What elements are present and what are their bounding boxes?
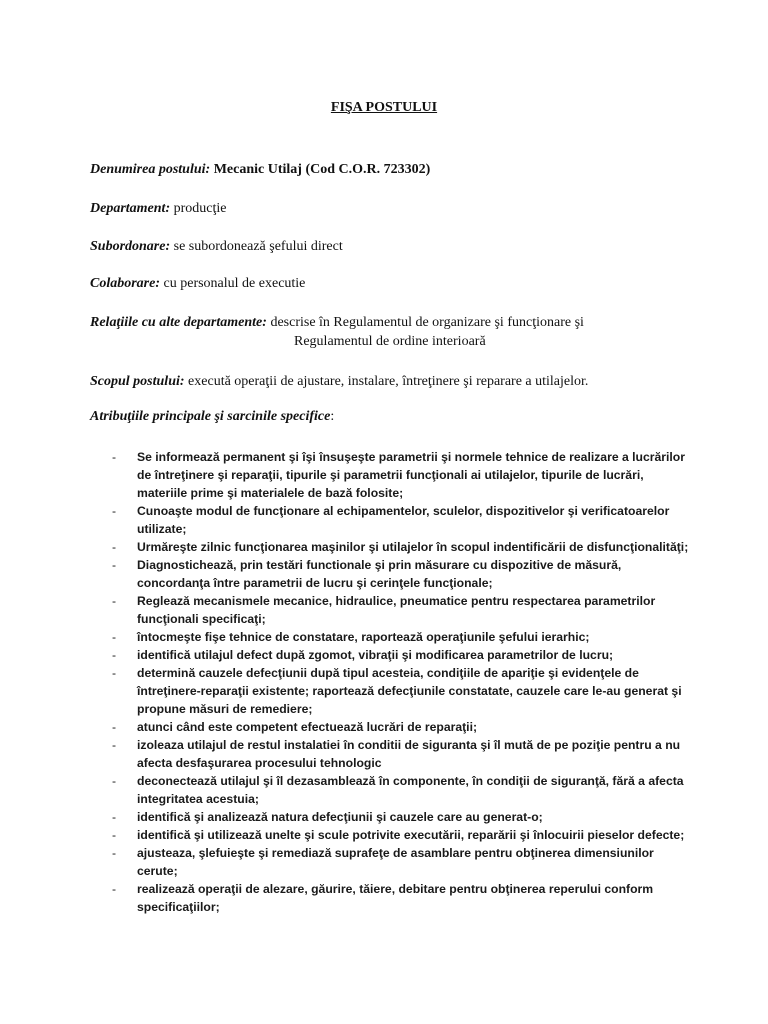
field-value: se subordonează şefului direct — [173, 239, 343, 254]
field-label: Relaţiile cu alte departamente — [90, 315, 263, 330]
field-label: Subordonare — [90, 239, 166, 254]
field-value: execută operaţii de ajustare, instalare, întreţinere şi reparare a utilajelor. — [188, 374, 589, 389]
field-value: Mecanic Utilaj (Cod C.O.R. 723302) — [213, 162, 431, 177]
field-label: Denumirea postului — [90, 162, 206, 177]
field-denumire — [90, 162, 430, 178]
field-value: descrise în Regulamentul de organizare şi funcţionare şi — [270, 315, 584, 330]
list-item: - Reglează mecanismele mecanice, hidraulice, pneumatice pentru respectarea parametrilor funcţionali specificaţi; — [112, 592, 692, 628]
list-item: - ajusteaza, şlefuieşte şi remediază suprafeţe de asamblare pentru obţinerea dimensiunilor cerute; — [112, 844, 692, 880]
list-item: - Diagnostichează, prin testări functionale şi prin măsurare cu dispozitive de măsură, concordanţa între parametrii de lucru şi cerinţele funcţionale; — [112, 556, 692, 592]
field-label: Atribuţiile principale şi sarcinile specifice — [90, 409, 331, 424]
duties-list — [112, 448, 692, 916]
document-title: FIŞA POSTULUI — [330, 100, 438, 115]
field-value: producţie — [173, 201, 227, 216]
field-relatii — [90, 315, 584, 331]
colon: : — [165, 239, 171, 254]
colon: : — [205, 162, 211, 177]
list-item: - atunci când este competent efectuează lucrări de reparaţii; — [112, 718, 692, 736]
colon: : — [262, 315, 267, 330]
colon: : — [179, 374, 185, 389]
field-relatii-continuation: Regulamentul de ordine interioară — [294, 334, 486, 349]
list-item: - determină cauzele defecţiunii după tipul acesteia, condiţiile de apariţie şi evidenţele de întreţinere-reparaţii existente; raportează defecţiunile constatate, cauzele care le-au generat şi propune măsuri de remediere; — [112, 664, 692, 718]
field-atributii — [90, 409, 334, 425]
field-departament — [90, 201, 227, 217]
list-item: - Cunoaşte modul de funcţionare al echipamentelor, sculelor, dispozitivelor şi verificatoarelor utilizate; — [112, 502, 692, 538]
list-item: - identifică şi analizează natura defecţiunii şi cauzele care au generat-o; — [112, 808, 692, 826]
list-item: - identifică şi utilizează unelte şi scule potrivite executării, reparării şi înlocuirii pieselor defecte; — [112, 826, 692, 844]
field-label: Colaborare — [90, 276, 156, 291]
list-item: - realizează operaţii de alezare, găurire, tăiere, debitare pentru obţinerea reperului conform specificaţiilor; — [112, 880, 692, 916]
field-value: cu personalul de executie — [163, 276, 306, 291]
list-item: - Urmăreşte zilnic funcţionarea maşinilor şi utilajelor în scopul indentificării de disfuncţionalităţi; — [112, 538, 692, 556]
colon: : — [155, 276, 161, 291]
list-item: - deconectează utilajul şi îl dezasamblează în componente, în condiţii de siguranţă, fără a afecta integritatea acestuia; — [112, 772, 692, 808]
list-item: - Se informează permanent şi îşi însuşeşte parametrii şi normele tehnice de realizare a lucrărilor de întreţinere şi reparaţii, tipurile şi parametrii funcţionali ai utilajelor, tipurile de lucrări, materiile prime şi materialele de bază folosite; — [112, 448, 692, 502]
field-scop — [90, 374, 588, 390]
field-colaborare — [90, 276, 305, 292]
field-subordonare — [90, 239, 343, 255]
field-label: Scopul postului — [90, 374, 180, 389]
colon: : — [330, 409, 335, 424]
field-label: Departament — [90, 201, 166, 216]
list-item: - identifică utilajul defect după zgomot, vibraţii şi modificarea parametrilor de lucru; — [112, 646, 692, 664]
colon: : — [165, 201, 171, 216]
list-item: - izoleaza utilajul de restul instalatiei în conditii de siguranta şi îl mută de pe poziţie pentru a nu afecta desfaşurarea procesului tehnologic — [112, 736, 692, 772]
list-item: - întocmeşte fişe tehnice de constatare, raportează operaţiunile şefului ierarhic; — [112, 628, 692, 646]
